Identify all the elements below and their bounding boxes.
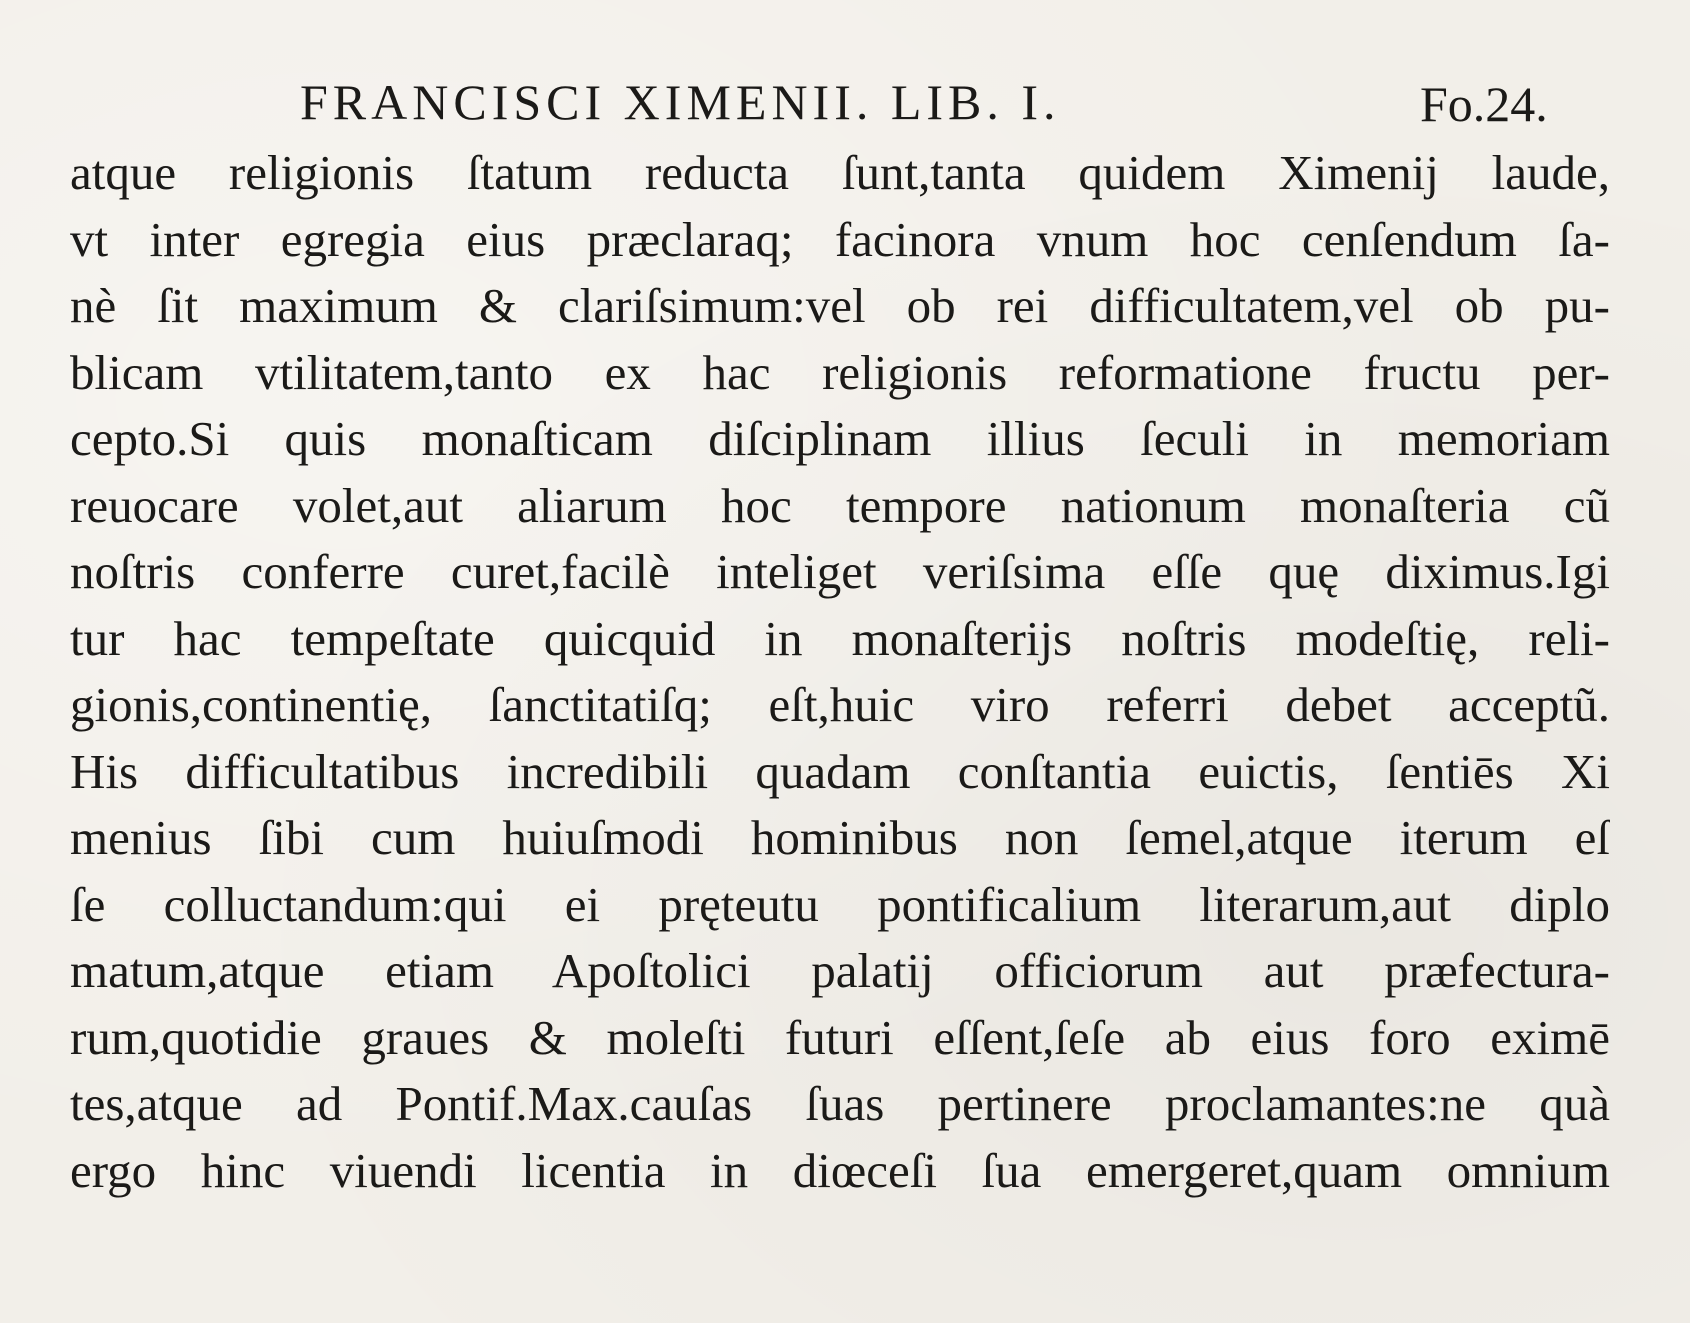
text-line: nè ſit maximum & clariſsimum:vel ob rei difficultatem,vel ob pu- xyxy=(70,278,1610,333)
text-line: blicam vtilitatem,tanto ex hac religionis reformatione fructu per- xyxy=(70,344,1610,400)
text-line: gionis,continentię, ſanctitatiſq; eſt,huic viro referri debet acceptũ. xyxy=(70,677,1610,732)
text-line: atque religionis ſtatum reducta ſunt,tanta quidem Ximenij laude, xyxy=(70,145,1610,200)
body-text xyxy=(70,140,1630,1204)
text-line: His difficultatibus incredibili quadam conſtantia euictis, ſentiēs Xi xyxy=(70,743,1610,799)
text-line: vt inter egregia eius præclaraq; facinora vnum hoc cenſendum ſa- xyxy=(70,211,1610,267)
text-line: reuocare volet,aut aliarum hoc tempore nationum monaſteria cũ xyxy=(70,477,1610,533)
folio-number: Fo.24. xyxy=(1420,76,1548,132)
text-line: tur hac tempeſtate quicquid in monaſterijs noſtris modeſtię, reli- xyxy=(70,610,1610,666)
text-line: rum,quotidie graues & moleſti futuri eſſent,ſeſe ab eius foro eximē xyxy=(70,1009,1610,1065)
text-line: tes,atque ad Pontif.Max.cauſas ſuas pertinere proclamantes:ne quà xyxy=(70,1076,1610,1131)
text-line: ergo hinc viuendi licentia in diœceſi ſua emergeret,quam omnium xyxy=(70,1142,1610,1198)
running-title: FRANCISCI XIMENII. LIB. I. xyxy=(300,74,1061,130)
text-line: matum,atque etiam Apoſtolici palatij officiorum aut præfectura- xyxy=(70,943,1610,998)
text-line: noſtris conferre curet,facilè inteliget veriſsima eſſe quę diximus.Igi xyxy=(70,544,1610,599)
text-line: ſe colluctandum:qui ei pręteutu pontificalium literarum,aut diplo xyxy=(70,876,1610,932)
text-line: menius ſibi cum huiuſmodi hominibus non ſemel,atque iterum eſ xyxy=(70,810,1610,865)
running-head xyxy=(300,62,1640,142)
text-line: cepto.Si quis monaſticam diſciplinam illius ſeculi in memoriam xyxy=(70,411,1610,466)
